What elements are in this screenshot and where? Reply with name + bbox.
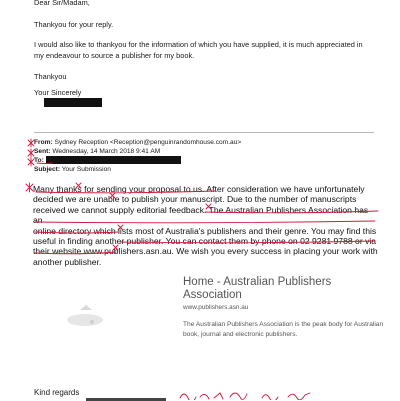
link-preview-card[interactable]	[40, 268, 384, 358]
to-label: To:	[34, 157, 44, 164]
letter-paragraph: I would also like to thankyou for the information of which you have supplied, it is much appreciated in my endeavour to source a publisher for my book.	[34, 40, 363, 60]
subject-label: Subject:	[34, 166, 61, 173]
thumbnail-image	[50, 280, 160, 340]
thumbnail-graphic	[50, 280, 160, 340]
link-description: The Australian Publishers Association is the peak body for Australian book, journal and electronic publishers.	[183, 321, 384, 338]
salutation: Dear Sir/Madam,	[34, 0, 90, 7]
body-line: online directory which lists most of Australia's publishers and their genre. You may find this	[33, 225, 377, 236]
body-line: useful in finding another publisher. You can contact them by phone on 02 9281 9788 or via	[33, 236, 377, 247]
body-line: another publisher.	[33, 256, 102, 267]
link-url[interactable]: www.publishers.asn.au	[183, 304, 249, 311]
kind-regards: Kind regards	[34, 388, 80, 397]
sent-value: Wednesday, 14 March 2018 9:41 AM	[52, 148, 161, 155]
thanks-line: Thankyou for your reply.	[34, 20, 114, 29]
signoff: Your Sincerely	[34, 88, 82, 97]
link-title[interactable]: Home - Australian Publishers Association	[183, 276, 332, 301]
body-line: Many thanks for sending your proposal to us. After consideration we have unfortunately	[33, 184, 365, 194]
star-annotation	[26, 139, 211, 250]
sent-label: Sent:	[34, 148, 51, 155]
body-line: received we cannot supply editorial feedback. The Australian Publishers Association has an	[33, 204, 369, 226]
closing: Thankyou	[34, 72, 67, 81]
subject-value: Your Submission	[61, 166, 111, 173]
from-label: From:	[34, 139, 53, 146]
body-line: decided we are unable to publish your manuscript. Due to the number of manuscripts	[33, 194, 357, 205]
body-line: their website www.publishers.asn.au. We wish you every success in placing your work with	[33, 246, 378, 257]
handwriting-scribble	[180, 393, 310, 400]
from-value: Sydney Reception <Reception@penguinrandomhouse.com.au>	[54, 139, 242, 146]
